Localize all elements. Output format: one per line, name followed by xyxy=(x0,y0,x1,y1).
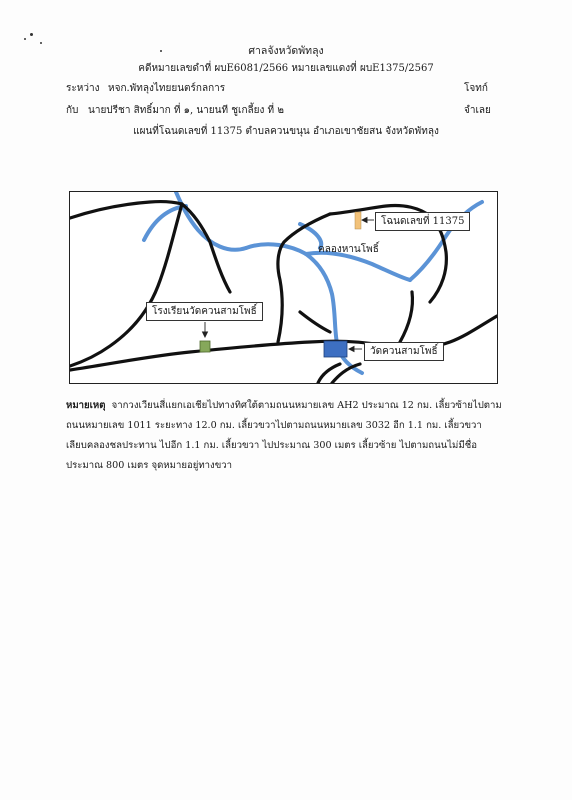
temple-pointer-arrow xyxy=(349,347,354,352)
defendant-names: นายปรีชา สิทธิ์มาก ที่ ๑, นายนที ชูเกลี้ยง ที่ ๒ xyxy=(88,105,284,116)
road-line xyxy=(70,204,182,366)
plaintiff-role: โจทก์ xyxy=(464,83,488,94)
road-line xyxy=(400,292,413,342)
between-label: ระหว่าง xyxy=(66,83,100,94)
canal-label: คลองหานโพธิ์ xyxy=(318,244,379,255)
note-text: จากวงเวียนสี่แยกเอเชียไปทางทิศใต้ตามถนนหมายเลข AH2 ประมาณ 12 กม. เลี้ยวซ้ายไปตามถนนหมายเลข 1011 ระยะทาง 12.0 กม. เลี้ยวขวาไปตามถนนหมายเลข 3032 อีก 1.1 กม. เลี้ยวขวา เลียบคลองชลประทาน ไปอีก 1.1 กม. เลี้ยวขวา ไปประมาณ 300 เมตร เลี้ยวซ้าย ไปตามถนนไม่มีชื่อประมาณ 800 เมตร จุดหมายอยู่ทางขวา xyxy=(66,400,502,471)
deed-pointer-arrow xyxy=(362,218,367,223)
scan-speck xyxy=(24,38,26,40)
deed-marker xyxy=(355,212,361,229)
deed-label: โฉนดเลขที่ 11375 xyxy=(375,212,470,231)
school-marker xyxy=(200,341,210,352)
location-map xyxy=(69,191,498,384)
defendant-role: จำเลย xyxy=(464,105,491,116)
temple-marker xyxy=(324,341,347,357)
note-heading: หมายเหตุ xyxy=(66,400,106,411)
road-line xyxy=(278,214,330,342)
school-label: โรงเรียนวัดควนสามโพธิ์ xyxy=(146,302,263,321)
court-name: ศาลจังหวัดพัทลุง xyxy=(248,45,324,57)
with-label: กับ xyxy=(66,105,79,116)
temple-label: วัดควนสามโพธิ์ xyxy=(364,342,444,361)
school-pointer-arrow xyxy=(203,332,208,337)
plaintiff-name: หจก.พัทลุงไทยยนตร์กลการ xyxy=(108,83,226,94)
case-numbers: คดีหมายเลขดำที่ ผบE6081/2566 หมายเลขแดงที่ ผบE1375/2567 xyxy=(138,63,434,74)
scan-speck xyxy=(30,33,33,36)
map-title: แผนที่โฉนดเลขที่ 11375 ตำบลควนขนุน อำเภอเขาชัยสน จังหวัดพัทลุง xyxy=(133,126,439,137)
road-line xyxy=(300,312,330,332)
directions-note xyxy=(66,396,506,476)
